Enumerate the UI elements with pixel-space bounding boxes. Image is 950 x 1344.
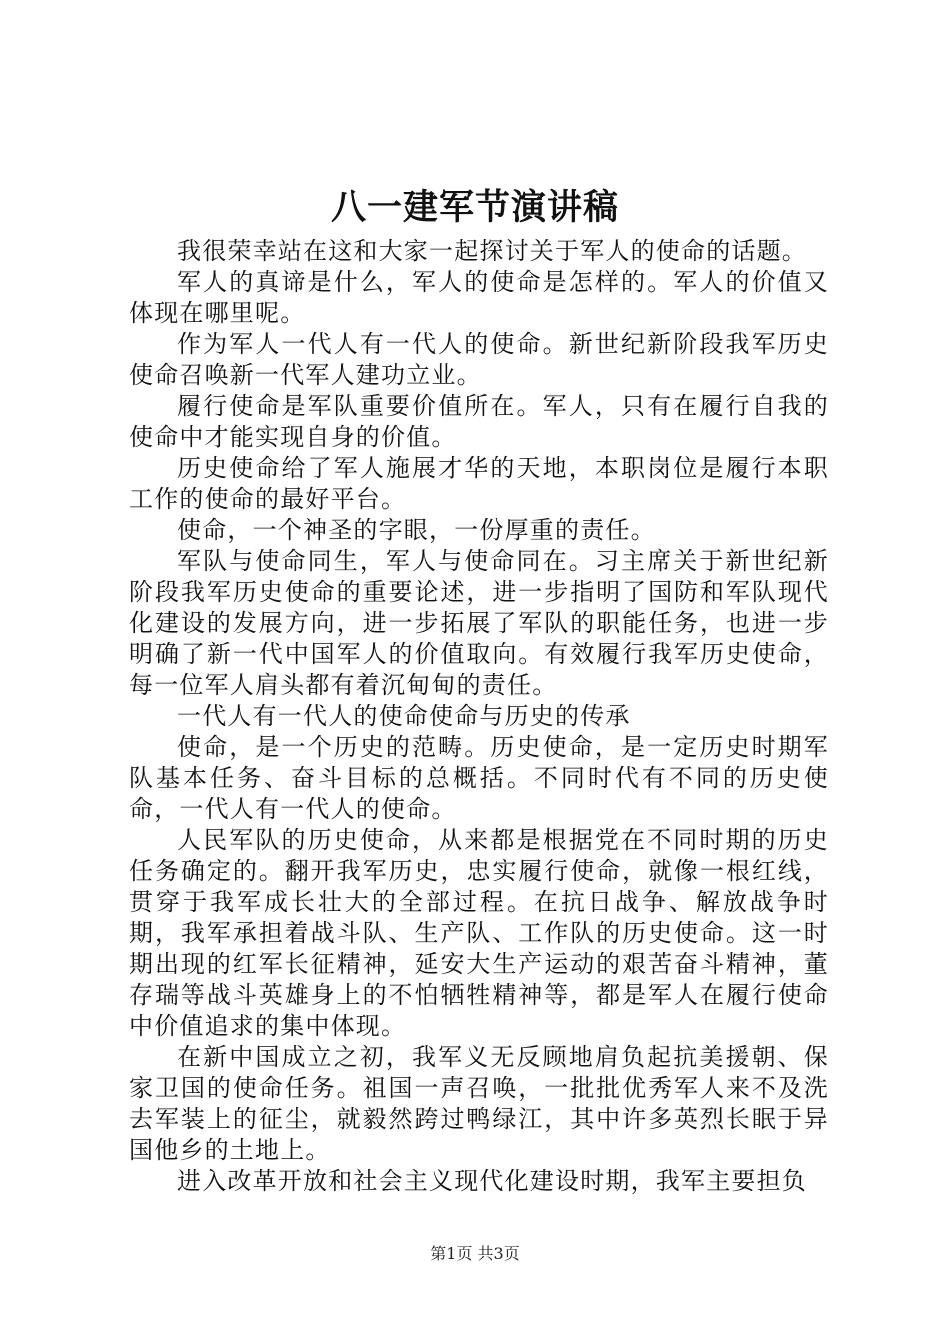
- paragraph: 作为军人一代人有一代人的使命。新世纪新阶段我军历史使命召唤新一代军人建功立业。: [129, 330, 829, 389]
- document-body: [129, 236, 829, 1197]
- document-title: 八一建军节演讲稿: [330, 187, 619, 228]
- paragraph: 军人的真谛是什么，军人的使命是怎样的。军人的价值又体现在哪里呢。: [129, 268, 829, 327]
- page-number-footer: 第1页 共3页: [430, 1244, 520, 1263]
- paragraph: 进入改革开放和社会主义现代化建设时期，我军主要担负: [177, 1167, 807, 1195]
- paragraph: 历史使命给了军人施展才华的天地，本职岗位是履行本职工作的使命的最好平台。: [129, 454, 829, 513]
- paragraph: 在新中国成立之初，我军义无反顾地肩负起抗美援朝、保家卫国的使命任务。祖国一声召唤，一批批优秀军人来不及洗去军装上的征尘，就毅然跨过鸭绿江，其中许多英烈长眠于异国他乡的土地上。: [129, 1043, 829, 1164]
- paragraph: 使命，一个神圣的字眼，一份厚重的责任。: [177, 516, 656, 544]
- section-heading: 一代人有一代人的使命使命与历史的传承: [177, 702, 631, 730]
- paragraph: 人民军队的历史使命，从来都是根据党在不同时期的历史任务确定的。翻开我军历史，忠实履行使命，就像一根红线，贯穿于我军成长壮大的全部过程。在抗日战争、解放战争时期，我军承担着战斗队、生产队、工作队的历史使命。这一时期出现的红军长征精神，延安大生产运动的艰苦奋斗精神，董存瑞等战斗英雄身上的不怕牺牲精神等，都是军人在履行使命中价值追求的集中体现。: [129, 826, 829, 1040]
- paragraph: 履行使命是军队重要价值所在。军人，只有在履行自我的使命中才能实现自身的价值。: [129, 392, 829, 451]
- paragraph: 我很荣幸站在这和大家一起探讨关于军人的使命的话题。: [177, 237, 807, 265]
- paragraph: 军队与使命同生，军人与使命同在。习主席关于新世纪新阶段我军历史使命的重要论述，进一步指明了国防和军队现代化建设的发展方向，进一步拓展了军队的职能任务，也进一步明确了新一代中国军人的价值取向。有效履行我军历史使命，每一位军人肩头都有着沉甸甸的责任。: [129, 547, 829, 699]
- paragraph: 使命，是一个历史的范畴。历史使命，是一定历史时期军队基本任务、奋斗目标的总概括。不同时代有不同的历史使命，一代人有一代人的使命。: [129, 733, 829, 823]
